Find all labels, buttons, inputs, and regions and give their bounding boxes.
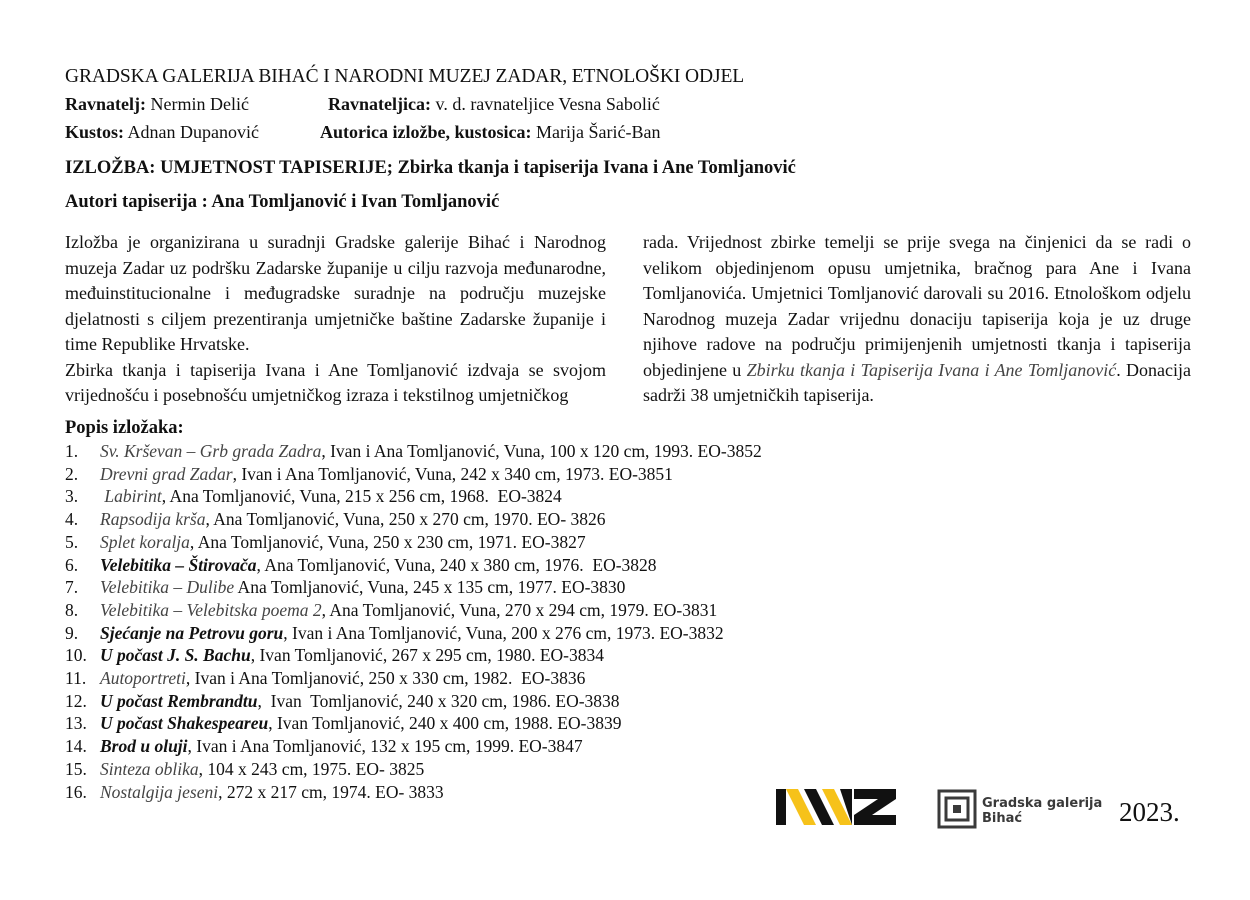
exhibit-work-title: U počast J. S. Bachu (100, 645, 251, 666)
exhibit-item (65, 667, 1190, 690)
intro-paragraph-3-end: . Donacija sadrži 38 umjetničkih tapiserija. (643, 359, 1192, 405)
exhibit-details: , Ivan Tomljanović, 240 x 400 cm, 1988. EO-3839 (268, 713, 622, 734)
exhibit-work-title: Sjećanje na Petrovu goru (100, 622, 284, 643)
exhibit-item (65, 463, 1190, 486)
exhibit-work-title: Autoportreti (100, 668, 186, 689)
exhibit-item (65, 622, 1190, 645)
exhibit-work-title: Sv. Krševan – Grb grada Zadra (100, 441, 322, 461)
exhibition-title: IZLOŽBA: UMJETNOST TAPISERIJE; Zbirka tkanja i tapiserija Ivana i Ane Tomljanović (65, 158, 796, 178)
exhibit-work-title: Labirint (100, 486, 162, 507)
exhibit-work-title: Velebitika – Štirovača (100, 554, 257, 575)
intro-paragraph-3 (643, 230, 1191, 409)
exhibit-details: , Ivan i Ana Tomljanović, 132 x 195 cm, 1999. EO-3847 (187, 736, 583, 757)
director-label: Ravnatelj: (65, 94, 146, 114)
exhibit-number: 9. (65, 622, 79, 643)
exhibit-item (65, 644, 1190, 667)
exhibit-number: 16. (65, 781, 87, 802)
exhibit-number: 5. (65, 531, 79, 552)
exhibition-author-label: Autorica izložbe, kustosica: (320, 122, 532, 142)
exhibit-details: , Ana Tomljanović, Vuna, 250 x 230 cm, 1971. EO-3827 (189, 531, 586, 552)
exhibit-details: , 104 x 243 cm, 1975. EO- 3825 (198, 758, 425, 779)
exhibit-number: 1. (65, 441, 79, 461)
exhibition-author-name: Marija Šarić-Ban (531, 122, 661, 142)
exhibit-number: 8. (65, 599, 79, 620)
exhibit-number: 13. (65, 713, 87, 734)
logos-footer (776, 787, 1196, 831)
intro-paragraph-3-text: rada. Vrijednost zbirke temelji se prije svega na činjenici da se radi o velikom objedinjenom opusu umjetnika, bračnog para Ane i Ivana Tomljanovića. Umjetnici Tomljanović darovali su 2016. Etnološkom odjelu Narodnog muzeja Zadar vrijednu donaciju tapiserija koja je uz druge njihove radove na području primijenjenih umjetnosti tkanja i tapiserija objedinjene u (643, 232, 1191, 380)
exhibit-number: 15. (65, 758, 87, 779)
exhibit-details: , Ivan i Ana Tomljanović, Vuna, 200 x 276 cm, 1973. EO-3832 (283, 622, 724, 643)
exhibit-number: 3. (65, 486, 79, 507)
document-page (65, 64, 1190, 803)
exhibit-details: , Ivan i Ana Tomljanović, Vuna, 242 x 340 cm, 1973. EO-3851 (232, 463, 673, 484)
exhibit-item (65, 690, 1190, 713)
exhibit-item (65, 508, 1190, 531)
exhibit-work-title: Velebitika – Velebitska poema 2 (100, 599, 322, 620)
exhibit-item (65, 576, 1190, 599)
exhibit-work-title: Rapsodija krša (100, 509, 206, 530)
exhibit-work-title: Sinteza oblika (100, 758, 199, 779)
exhibit-item (65, 599, 1190, 622)
intro-text (65, 230, 1190, 416)
exhibit-number: 11. (65, 668, 87, 689)
exhibit-list (65, 440, 1190, 803)
collection-name: Zbirku tkanja i Tapiserija Ivana i Ane Tomljanović (746, 359, 1117, 380)
intro-paragraph-1: Izložba je organizirana u suradnji Gradske galerije Bihać i Narodnog muzeja Zadar uz podršku Zadarske županije u cilju razvoja međunarodne, međuinstitucionalne i međugradske suradnje na području muzejske djelatnosti s ciljem prezentiranja umjetničke baštine Zadarske županije i time Republike Hrvatske. (65, 232, 606, 354)
exhibit-details: Ana Tomljanović, Vuna, 245 x 135 cm, 1977. EO-3830 (234, 577, 626, 598)
exhibit-work-title: Nostalgija jeseni (100, 781, 219, 802)
exhibit-number: 7. (65, 577, 79, 598)
intro-right-column (643, 230, 1191, 409)
acting-director-name: v. d. ravnateljice Vesna Sabolić (430, 94, 660, 114)
exhibit-work-title: U počast Rembrandtu (100, 690, 258, 711)
curator-label: Kustos: (65, 122, 125, 142)
director-name: Nermin Delić (145, 94, 249, 114)
gallery-logo-text (982, 796, 1102, 826)
exhibit-item (65, 531, 1190, 554)
exhibit-number: 4. (65, 509, 79, 530)
exhibition-author-entry (320, 118, 660, 146)
exhibit-number: 2. (65, 463, 79, 484)
gallery-logo-line-1: Gradska galerija (982, 796, 1103, 811)
narodni-muzej-zadar-logo (776, 787, 898, 827)
exhibit-list-title: Popis izložaka: (65, 418, 184, 438)
exhibit-work-title: Drevni grad Zadar (100, 463, 233, 484)
exhibit-item (65, 440, 1190, 463)
exhibit-number: 12. (65, 690, 87, 711)
exhibit-work-title: U počast Shakespeareu (100, 713, 269, 734)
exhibit-number: 6. (65, 554, 79, 575)
intro-left-column (65, 230, 606, 409)
curator-name: Adnan Dupanović (124, 122, 259, 142)
exhibit-number: 14. (65, 736, 87, 757)
exhibit-work-title: Brod u oluji (100, 736, 188, 757)
gradska-galerija-logo (937, 789, 977, 829)
exhibit-details: , Ana Tomljanović, Vuna, 270 x 294 cm, 1979. EO-3831 (321, 599, 718, 620)
year: 2023. (1119, 797, 1180, 827)
gallery-logo-line-2: Bihać (982, 811, 1023, 826)
exhibit-details: , Ana Tomljanović, Vuna, 250 x 270 cm, 1970. EO- 3826 (205, 509, 606, 530)
institution-title: GRADSKA GALERIJA BIHAĆ I NARODNI MUZEJ ZADAR, ETNOLOŠKI ODJEL (65, 66, 745, 87)
acting-director-label: Ravnateljica: (328, 94, 431, 114)
exhibit-work-title: Velebitika – Dulibe (100, 577, 235, 598)
exhibit-details: , 272 x 217 cm, 1974. EO- 3833 (218, 781, 444, 802)
exhibit-details: , Ivan i Ana Tomljanović, Vuna, 100 x 120 cm, 1993. EO-3852 (321, 441, 762, 461)
exhibit-item (65, 735, 1190, 758)
intro-paragraph-2: Zbirka tkanja i tapiserija Ivana i Ane Tomljanović izdvaja se svojom vrijednošću i posebnošću umjetničkog izraza i tekstilnog umjetničkog (65, 359, 606, 405)
header-row-2 (65, 118, 1190, 146)
exhibit-details: , Ana Tomljanović, Vuna, 215 x 256 cm, 1968. EO-3824 (161, 486, 562, 507)
header-row-1 (65, 90, 1190, 118)
exhibit-details: , Ivan Tomljanović, 267 x 295 cm, 1980. EO-3834 (250, 645, 604, 666)
acting-director-entry (328, 90, 660, 118)
curator-entry (65, 122, 259, 142)
tapestry-authors: Autori tapiserija : Ana Tomljanović i Ivan Tomljanović (65, 192, 500, 212)
exhibit-item (65, 712, 1190, 735)
exhibit-item (65, 554, 1190, 577)
exhibit-details: , Ivan i Ana Tomljanović, 250 x 330 cm, 1982. EO-3836 (185, 668, 586, 689)
director-entry (65, 94, 249, 114)
exhibit-item (65, 485, 1190, 508)
exhibit-item (65, 758, 1190, 781)
exhibit-number: 10. (65, 645, 87, 666)
exhibit-details: , Ana Tomljanović, Vuna, 240 x 380 cm, 1976. EO-3828 (256, 554, 657, 575)
exhibit-work-title: Splet koralja (100, 531, 190, 552)
exhibit-details: , Ivan Tomljanović, 240 x 320 cm, 1986. EO-3838 (257, 690, 620, 711)
